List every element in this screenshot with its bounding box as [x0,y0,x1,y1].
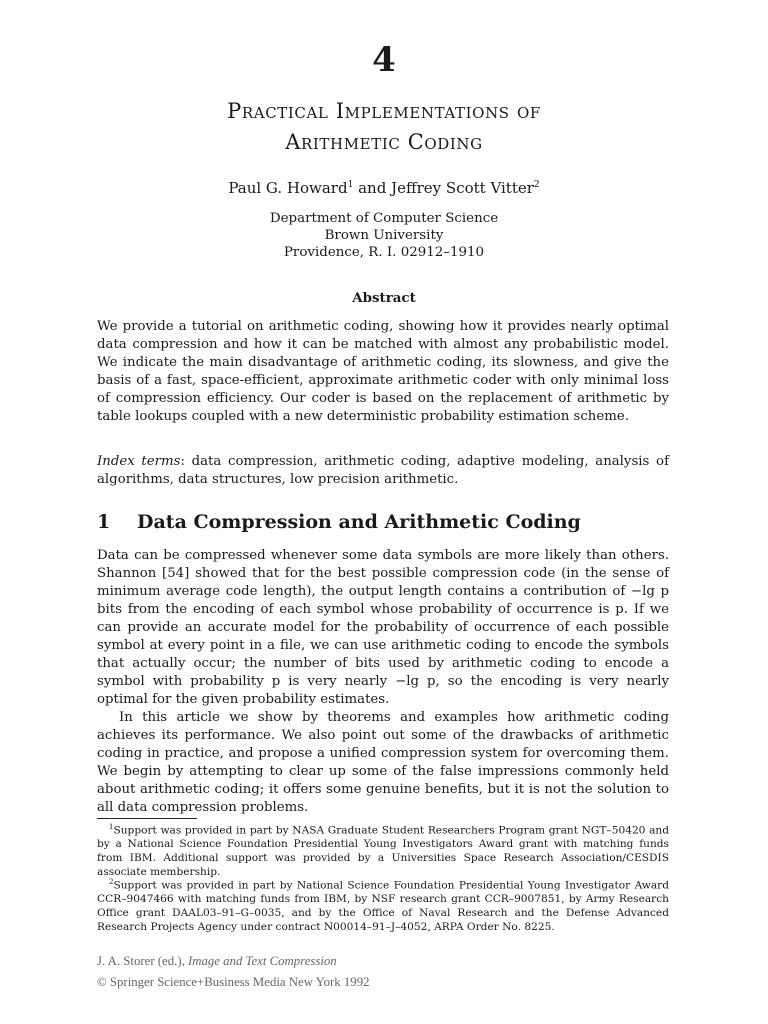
affiliation-university: Brown University [324,228,444,243]
publication-credit [97,954,337,969]
author-2: Jeffrey Scott Vitter [391,179,534,197]
section-1-paragraph-1: Data can be compressed whenever some data symbols are more likely than others. Shannon [54] showed that for the best possible compression code (in the sense of minimum average code length), the output length contains a contribution of −lg p bits from the encoding of each symbol whose probability of occurrence is p. If we can provide an accurate model for the probability of occurrence of each possible symbol at every point in a file, we can use arithmetic coding to encode the symbols that actually occur; the number of bits used by arithmetic coding to encode a symbol with probability p is very nearly −lg p, so the encoding is very nearly optimal for the given probability estimates. [97,548,669,707]
index-terms-label: Index terms [97,454,181,469]
author-conjunction: and [353,179,392,197]
index-terms [97,453,669,489]
footnote-divider [97,818,197,819]
title-line-1: Practical Implementations of [227,99,541,123]
credit-editor: J. A. Storer (ed.), [97,954,188,968]
author-line [0,179,768,197]
affiliation [0,210,768,261]
paper-title [0,96,768,158]
footnote-2-text: Support was provided in part by National Science Foundation Presidential Young Investigator Award CCR–9047466 with matching funds from IBM, by NSF research grant CCR–9007851, by Army Research Office grant DAAL03–91–G–0035, and by the Office of Naval Research and the Defense Advanced Research Projects Agency under contract N00014–91–J–4052, ARPA Order No. 8225. [97,879,669,933]
author-2-footnote-mark: 2 [533,180,540,190]
footnote-2 [97,876,669,934]
section-1-number: 1 [97,511,111,533]
author-1: Paul G. Howard [228,179,348,197]
footnote-2-mark: 2 [109,878,114,886]
section-1-heading [97,511,677,533]
affiliation-address: Providence, R. I. 02912–1910 [283,245,485,260]
copyright-notice: © Springer Science+Business Media New York 1992 [97,975,370,989]
footnote-1-mark: 1 [109,823,114,831]
footnote-1-text: Support was provided in part by NASA Graduate Student Researchers Program grant NGT–50420 and by a National Science Foundation Presidential Young Investigators Award grant with matching funds from IBM. Additional support was provided by a Universities Space Research Association/CESDIS associate membership. [97,824,669,878]
author-1-footnote-mark: 1 [347,180,354,190]
title-line-2: Arithmetic Coding [285,130,483,154]
index-terms-text: : data compression, arithmetic coding, adaptive modeling, analysis of algorithms, data structures, low precision arithmetic. [97,454,669,487]
chapter-number: 4 [372,40,396,80]
affiliation-department: Department of Computer Science [269,211,499,226]
abstract-text: We provide a tutorial on arithmetic coding, showing how it provides nearly optimal data compression and how it can be matched with almost any probabilistic model. We indicate the main disadvantage of arithmetic coding, its slowness, and give the basis of a fast, space-efficient, approximate arithmetic coder with only minimal loss of compression efficiency. Our coder is based on the replacement of arithmetic by table lookups coupled with a new deterministic probability estimation scheme. [97,319,669,424]
section-1-title: Data Compression and Arithmetic Coding [137,511,581,533]
abstract-heading: Abstract [352,290,416,306]
credit-book-title: Image and Text Compression [187,954,337,968]
section-1-paragraph-2: In this article we show by theorems and examples how arithmetic coding achieves its performance. We also point out some of the drawbacks of arithmetic coding in practice, and propose a unified compression system for overcoming them. We begin by attempting to clear up some of the false impressions commonly held about arithmetic coding; it offers some genuine benefits, but it is not the solution to all data compression problems. [97,710,669,815]
footnote-1 [97,821,669,879]
